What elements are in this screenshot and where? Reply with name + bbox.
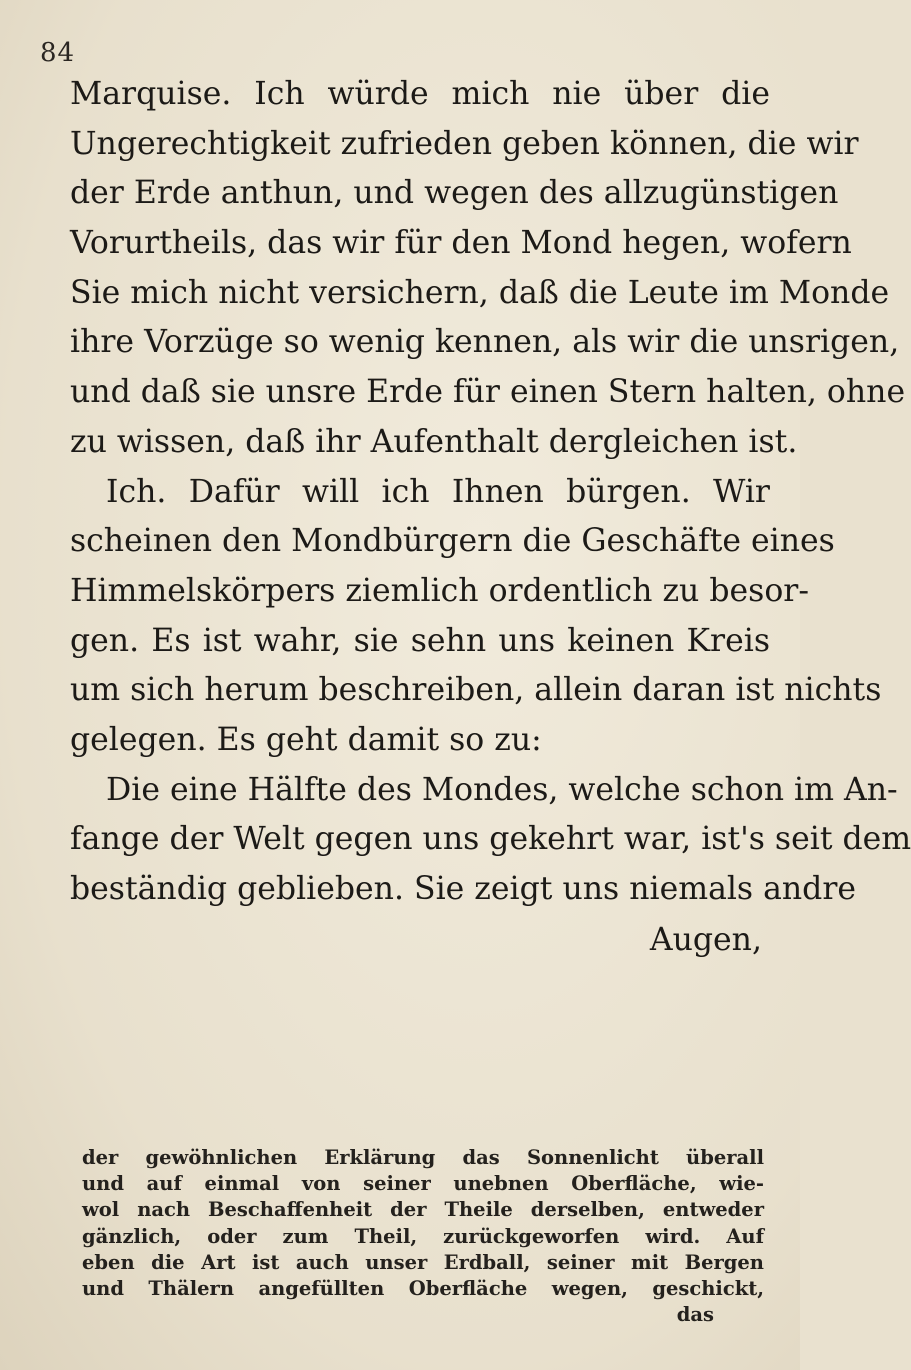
text-line: Marquise. Ich würde mich nie über die [70, 76, 770, 112]
footnote-line: eben die Art ist auch unser Erdball, seiner mit Bergen [82, 1250, 764, 1274]
text-line: beständig geblieben. Sie zeigt uns niemals andre [70, 871, 857, 907]
text-line: scheinen den Mondbürgern die Geschäfte eines [70, 523, 835, 560]
footnote-catchword: das [676, 1303, 714, 1327]
page-number: 84 [40, 38, 76, 68]
text-line: zu wissen, daß ihr Aufenthalt dergleichen ist. [70, 423, 798, 460]
text-line: Himmelskörpers ziemlich ordentlich zu besor- [70, 572, 809, 609]
text-line: ihre Vorzüge so wenig kennen, als wir die unsrigen, [70, 324, 900, 361]
text-line: der Erde anthun, und wegen des allzugünstigen [70, 175, 839, 212]
text-line: Die eine Hälfte des Mondes, welche schon im An- [106, 771, 898, 808]
catchword: Augen, [649, 921, 762, 958]
text-line: fange der Welt gegen uns gekehrt war, ist's seit dem [70, 821, 911, 858]
text-line: Ungerechtigkeit zufrieden geben können, die wir [70, 125, 859, 162]
footnote-line: und auf einmal von seiner unebnen Oberfläche, wie- [82, 1172, 764, 1196]
text-line: gen. Es ist wahr, sie sehn uns keinen Kreis [70, 622, 770, 659]
footnote-line: und Thälern angefüllten Oberfläche wegen, geschickt, [82, 1276, 764, 1300]
footnote-line: der gewöhnlichen Erklärung das Sonnenlicht überall [82, 1146, 764, 1169]
text-line: Sie mich nicht versichern, daß die Leute im Monde [70, 274, 890, 311]
text-line: gelegen. Es geht damit so zu: [70, 721, 542, 758]
text-line: und daß sie unsre Erde für einen Stern halten, ohne [70, 374, 906, 411]
footnote-line: wol nach Beschaffenheit der Theile derselben, entweder [82, 1198, 764, 1222]
body-text [70, 70, 911, 965]
text-line: Ich. Dafür will ich Ihnen bürgen. Wir [106, 473, 770, 510]
text-line: Vorurtheils, das wir für den Mond hegen, wofern [70, 225, 852, 262]
footnote-line: gänzlich, oder zum Theil, zurückgeworfen wird. Auf [82, 1224, 764, 1248]
footnote [82, 1145, 764, 1328]
text-line: um sich herum beschreiben, allein daran ist nichts [70, 672, 882, 709]
